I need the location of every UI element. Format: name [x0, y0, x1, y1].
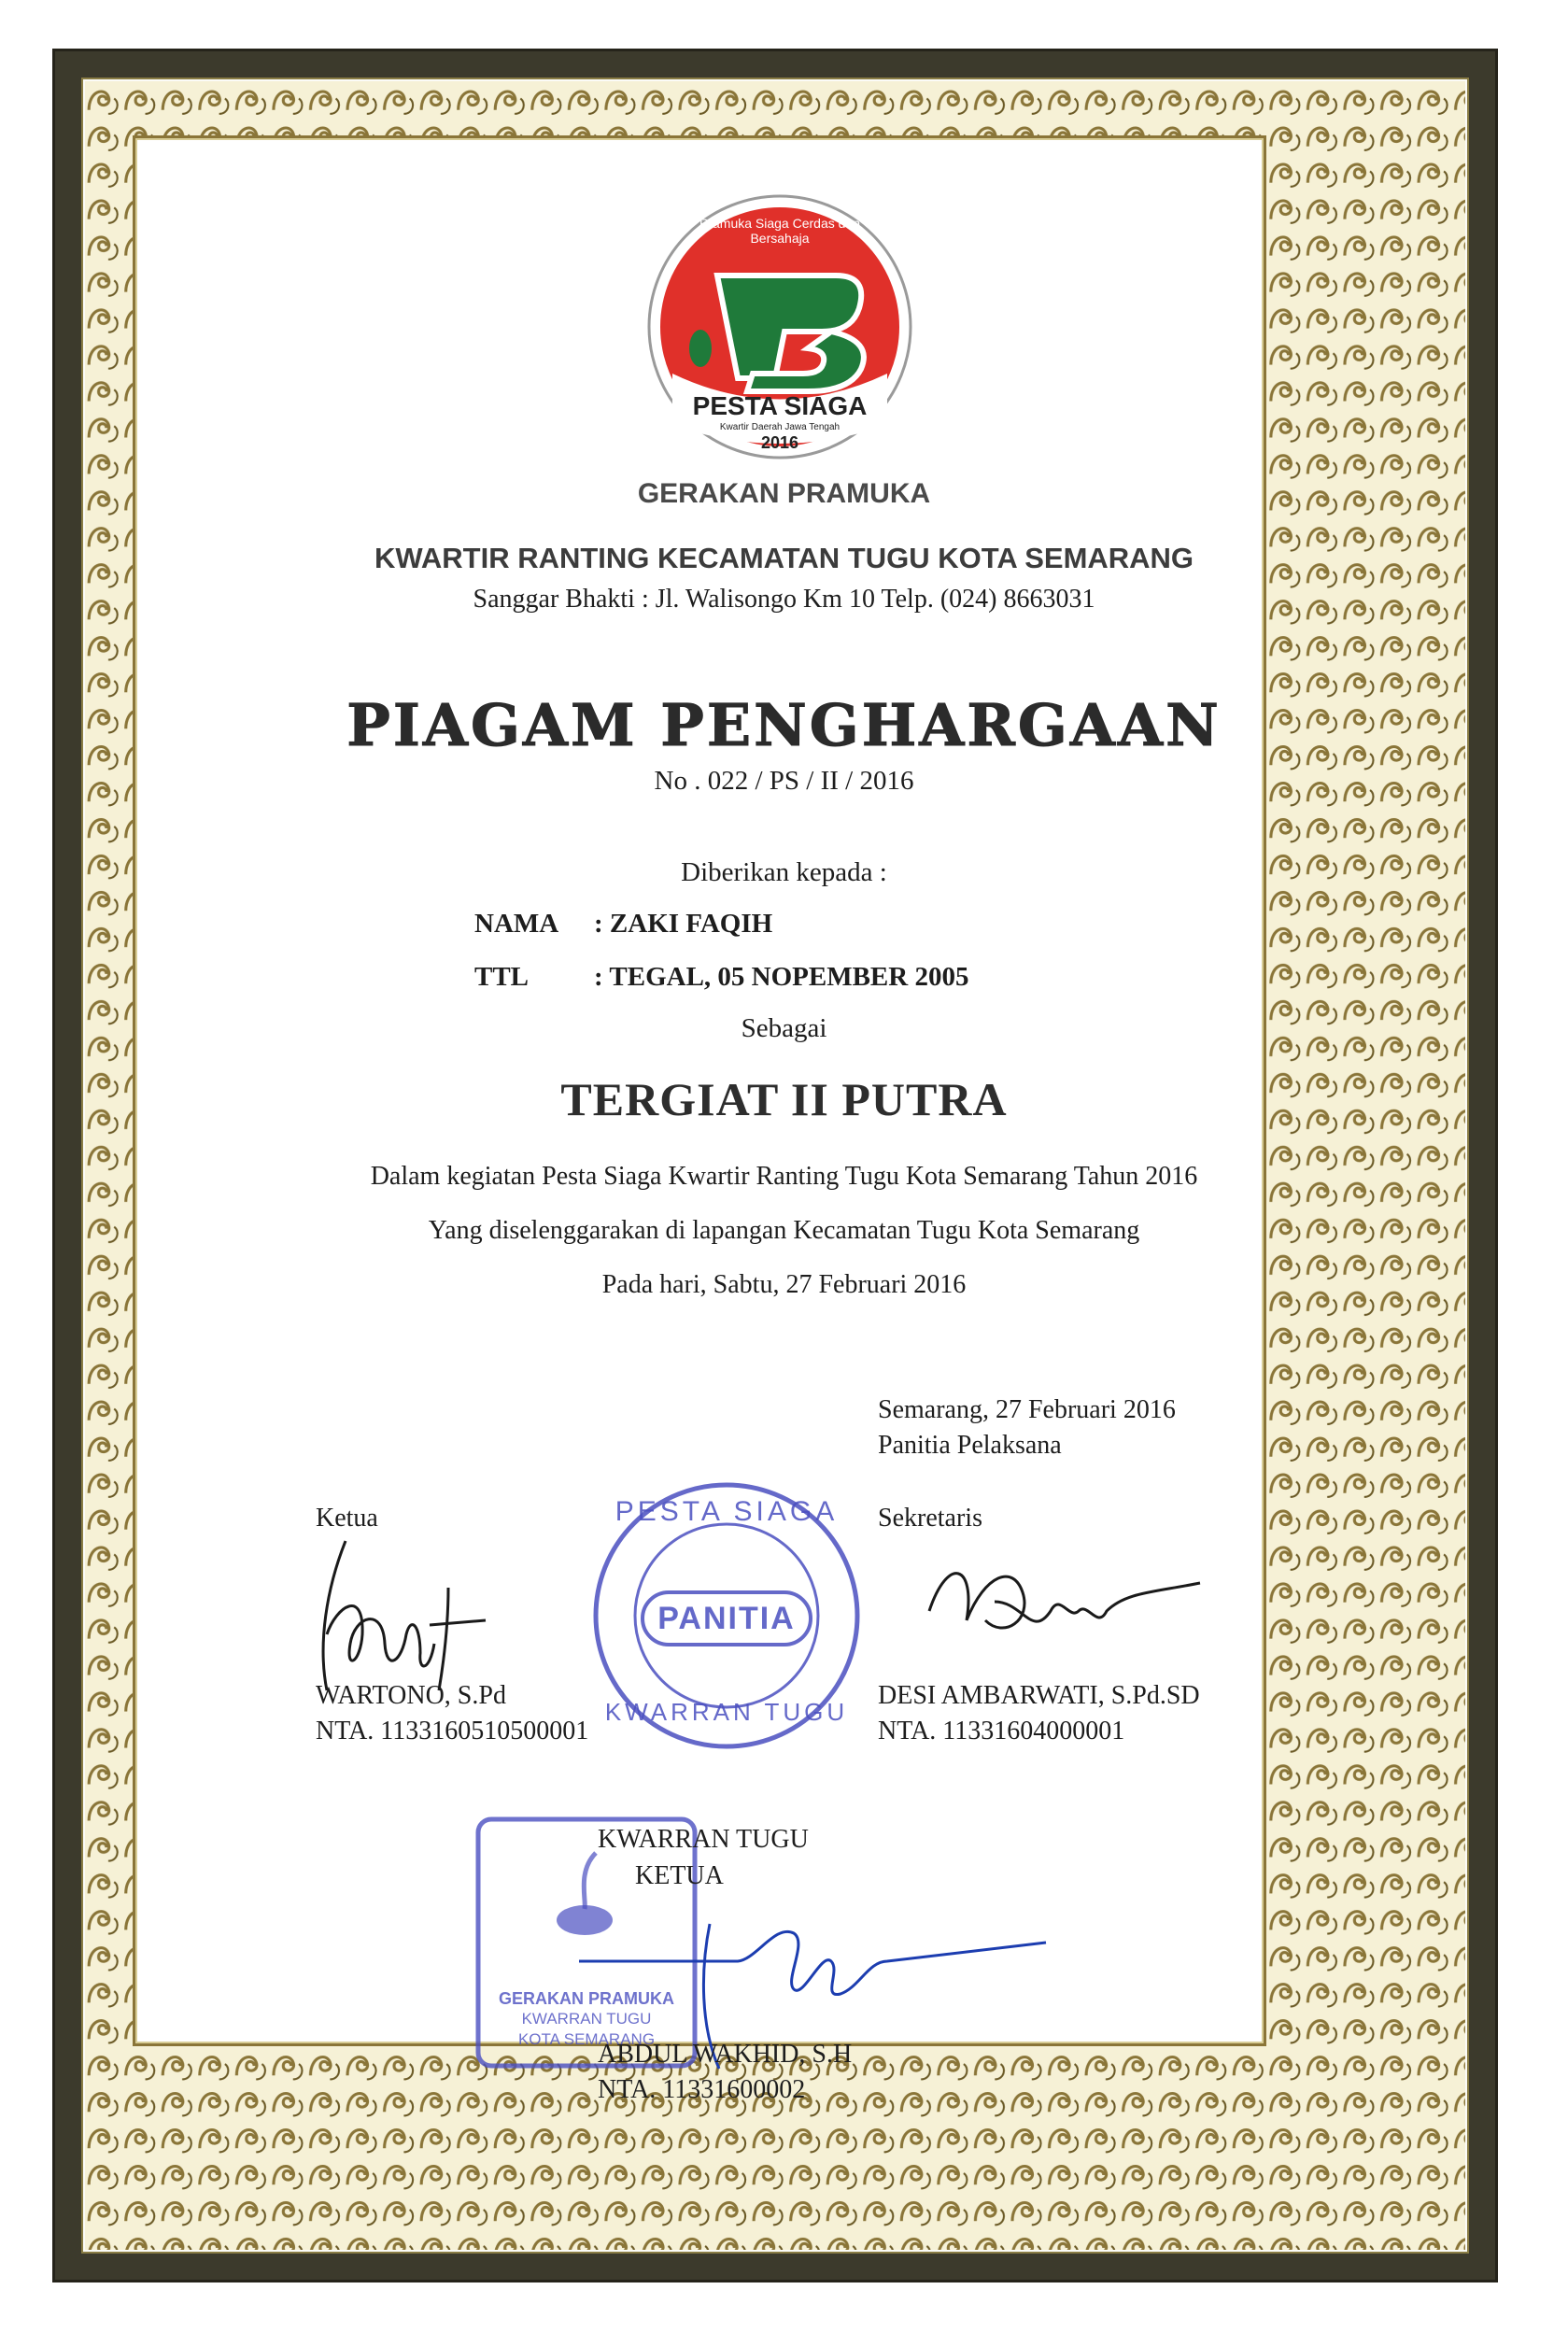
logo-sub-text: Kwartir Daerah Jawa Tengah	[719, 422, 841, 432]
kwarran-stamp-line-2: KWARRAN TUGU	[521, 2010, 652, 2028]
committee-stamp-top: PESTA SIAGA	[614, 1496, 839, 1527]
certificate-title: PIAGAM PENGHARGAAN	[346, 691, 1222, 759]
kwartir-name: KWARTIR RANTING KECAMATAN TUGU KOTA SEMARANG	[374, 542, 1194, 574]
kwarran-stamp-line-1: GERAKAN PRAMUKA	[499, 1989, 674, 2008]
secretary-role: Sekretaris	[878, 1504, 982, 1533]
kwarran-stamp-line-3: KOTA SEMARANG	[517, 2030, 656, 2048]
secretary-name: DESI AMBARWATI, S.Pd.SD	[878, 1681, 1200, 1710]
place-date: Semarang, 27 Februari 2016	[878, 1395, 1176, 1424]
kwarran-org: KWARRAN TUGU	[598, 1825, 809, 1854]
logo-arc-text: Pramuka Siaga Cerdas dan Bersahaja	[699, 216, 860, 246]
award-title: TERGIAT II PUTRA	[560, 1073, 1008, 1125]
certificate-number: No . 022 / PS / II / 2016	[654, 766, 914, 796]
pesta-siaga-logo	[644, 191, 915, 462]
logo-banner-text: PESTA SIAGA	[692, 391, 868, 420]
description-line-2: Yang diselenggarakan di lapangan Kecamatan Tugu Kota Semarang	[428, 1216, 1140, 1245]
as-label: Sebagai	[741, 1013, 827, 1043]
committee-stamp	[586, 1476, 867, 1756]
name-value: : ZAKI FAQIH	[594, 909, 773, 939]
chair-role: Ketua	[316, 1504, 378, 1533]
address-line: Sanggar Bhakti : Jl. Walisongo Km 10 Telp. (024) 8663031	[473, 585, 1095, 614]
chair-nta: NTA. 1133160510500001	[316, 1717, 589, 1745]
ttl-label: TTL	[474, 962, 530, 992]
ttl-value: : TEGAL, 05 NOPEMBER 2005	[594, 962, 969, 992]
organization-name: GERAKAN PRAMUKA	[637, 478, 931, 509]
secretary-signature	[911, 1536, 1209, 1676]
kwarran-role: KETUA	[635, 1861, 724, 1890]
description-line-1: Dalam kegiatan Pesta Siaga Kwartir Ranting Tugu Kota Semarang Tahun 2016	[370, 1162, 1198, 1191]
kwarran-name: ABDUL WAKHID, S.H	[598, 2040, 853, 2069]
chair-signature	[308, 1532, 495, 1700]
given-to-label: Diberikan kepada :	[681, 857, 887, 887]
logo-year: 2016	[760, 433, 799, 452]
committee-stamp-center: PANITIA	[657, 1601, 796, 1636]
chair-name: WARTONO, S.Pd	[316, 1681, 506, 1710]
secretary-nta: NTA. 11331604000001	[878, 1717, 1125, 1745]
committee-stamp-bottom: KWARRAN TUGU	[604, 1698, 849, 1726]
kwarran-nta: NTA. 11331600002	[598, 2075, 806, 2104]
committee-label: Panitia Pelaksana	[878, 1431, 1062, 1460]
description-line-3: Pada hari, Sabtu, 27 Februari 2016	[601, 1270, 967, 1299]
name-label: NAMA	[474, 909, 559, 939]
